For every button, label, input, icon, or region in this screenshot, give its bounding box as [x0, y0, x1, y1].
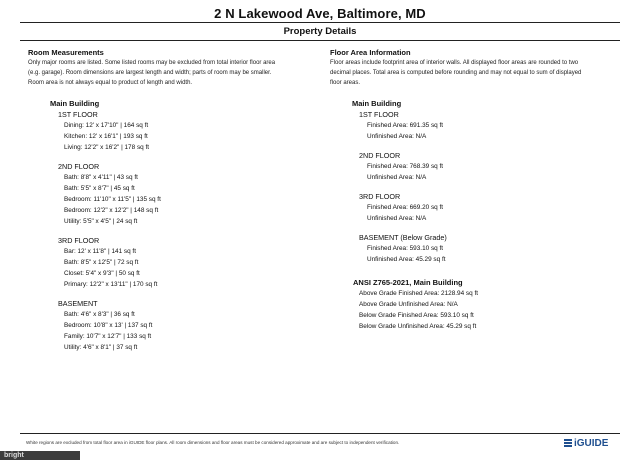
- room-measurements-note-line: (e.g. garage). Room dimensions are largest length and width; parts of room may be smaller.: [28, 70, 272, 76]
- area-entry: Finished Area: 593.10 sq ft: [367, 245, 444, 252]
- ansi-summary: [353, 277, 620, 332]
- floor-name: 3RD FLOOR: [58, 236, 100, 245]
- footer-divider: [20, 433, 620, 434]
- area-entry: Finished Area: 669.20 sq ft: [367, 204, 444, 211]
- floor-name: 2ND FLOOR: [359, 151, 401, 160]
- floor-area-heading: Floor Area Information: [330, 48, 411, 57]
- floor-group-basement: [58, 298, 318, 353]
- floor-name: 2ND FLOOR: [58, 162, 100, 171]
- area-entry: Finished Area: 691.35 sq ft: [367, 122, 444, 129]
- room-measurements-note-line: Only major rooms are listed. Some listed rooms may be excluded from total interior floor area: [28, 60, 276, 66]
- area-entry: Unfinished Area: N/A: [367, 215, 427, 222]
- ansi-entry: Above Grade Unfinished Area: N/A: [359, 301, 458, 308]
- ansi-entry: Above Grade Finished Area: 2128.94 sq ft: [359, 290, 479, 297]
- area-group-2nd: [359, 150, 620, 183]
- building-name: Main Building: [352, 99, 402, 108]
- header-divider: [20, 22, 620, 23]
- room-measurements-heading: Room Measurements: [28, 48, 104, 57]
- floor-name: 1ST FLOOR: [58, 110, 98, 119]
- room-entry: Utility: 5'5" x 4'5" | 24 sq ft: [64, 218, 138, 225]
- room-entry: Bath: 8'8" x 4'11" | 43 sq ft: [64, 174, 138, 181]
- room-entry: Bar: 12' x 11'8" | 141 sq ft: [64, 248, 136, 255]
- watermark-strip: bright: [0, 451, 80, 460]
- floor-area-note-line: floor areas.: [330, 80, 361, 86]
- floor-area-section: [330, 47, 620, 332]
- floor-name: 3RD FLOOR: [359, 192, 401, 201]
- iguide-logo-icon: [564, 439, 572, 447]
- room-entry: Family: 10'7" x 12'7" | 133 sq ft: [64, 333, 152, 340]
- area-entry: Unfinished Area: 45.29 sq ft: [367, 256, 446, 263]
- ansi-entry: Below Grade Finished Area: 593.10 sq ft: [359, 312, 474, 319]
- floor-group-2nd: [58, 161, 318, 227]
- room-measurements-note-line: Room area is not always equal to product of length and width.: [28, 80, 193, 86]
- room-entry: Dining: 12' x 17'10" | 164 sq ft: [64, 122, 149, 129]
- ansi-title: ANSI Z765-2021, Main Building: [353, 278, 463, 287]
- room-entry: Bedroom: 11'10" x 11'5" | 135 sq ft: [64, 196, 161, 203]
- floor-area-note-line: decimal places. Total area is computed before rounding and may not equal to sum of displayed: [330, 70, 582, 76]
- area-entry: Unfinished Area: N/A: [367, 133, 427, 140]
- floor-group-3rd: [58, 235, 318, 290]
- room-entry: Primary: 12'2" x 13'11" | 170 sq ft: [64, 281, 158, 288]
- room-entry: Kitchen: 12' x 16'1" | 193 sq ft: [64, 133, 148, 140]
- area-group-3rd: [359, 191, 620, 224]
- ansi-entry: Below Grade Unfinished Area: 45.29 sq ft: [359, 323, 477, 330]
- floor-name: BASEMENT: [58, 299, 98, 308]
- area-entry: Unfinished Area: N/A: [367, 174, 427, 181]
- floor-group-1st: [58, 109, 318, 153]
- room-measurements-section: [28, 47, 318, 353]
- room-entry: Living: 12'2" x 16'2" | 178 sq ft: [64, 144, 150, 151]
- section-divider: [20, 40, 620, 41]
- area-group-1st: [359, 109, 620, 142]
- floor-name: BASEMENT (Below Grade): [359, 233, 447, 242]
- room-entry: Bath: 8'5" x 12'5" | 72 sq ft: [64, 259, 139, 266]
- section-title: Property Details: [283, 26, 357, 37]
- room-entry: Utility: 4'6" x 8'1" | 37 sq ft: [64, 344, 138, 351]
- property-address: 2 N Lakewood Ave, Baltimore, MD: [214, 6, 426, 21]
- room-entry: Bath: 5'5" x 8'7" | 45 sq ft: [64, 185, 135, 192]
- floor-area-note-line: Floor areas include footprint area of interior walls. All displayed floor areas are rounded to two: [330, 60, 579, 66]
- floor-name: 1ST FLOOR: [359, 110, 399, 119]
- room-entry: Bedroom: 10'8" x 13' | 137 sq ft: [64, 322, 153, 329]
- footer-disclaimer: White regions are excluded from total floor area in iGUIDE floor plans. All room dimensions and floor areas must be considered approximate and are subject to independent verification.: [26, 440, 400, 445]
- iguide-logo: [564, 437, 608, 449]
- room-entry: Bath: 4'6" x 8'3" | 36 sq ft: [64, 311, 135, 318]
- building-name: Main Building: [50, 99, 100, 108]
- room-entry: Bedroom: 12'2" x 12'2" | 148 sq ft: [64, 207, 159, 214]
- iguide-logo-text: iGUIDE: [574, 437, 609, 449]
- area-group-basement: [359, 232, 620, 265]
- room-entry: Closet: 5'4" x 9'3" | 50 sq ft: [64, 270, 140, 277]
- area-entry: Finished Area: 768.39 sq ft: [367, 163, 444, 170]
